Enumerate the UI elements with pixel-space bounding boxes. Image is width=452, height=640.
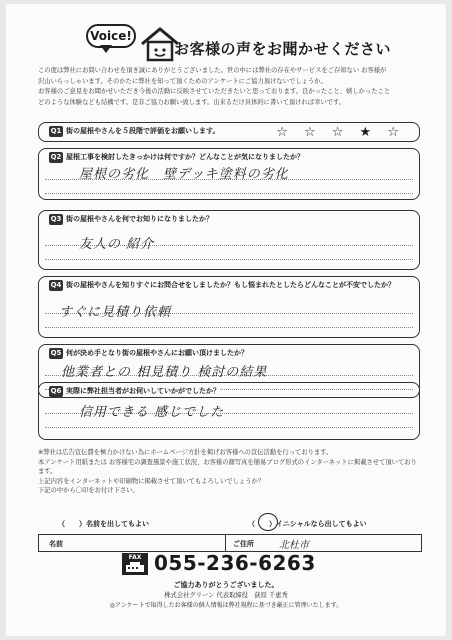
question-3 — [38, 210, 420, 270]
answer-text: 信用できる 感じでした — [79, 405, 225, 420]
question-number: Q4 — [50, 281, 62, 289]
answer-line — [45, 427, 413, 428]
question-label: Q2 屋根工事を検討したきっかけは何ですか？どんなことが気になりましたか？ — [50, 153, 304, 161]
note-line: 本アンケート用紙または お客様宅の調査風景や施工状況、お客様の顔写真を簡易ブログ形式のインターネットに掲載させて頂いております。 — [38, 458, 417, 475]
name-address-row — [38, 534, 422, 552]
selected-circle-mark — [258, 513, 278, 531]
question-number: Q2 — [50, 153, 62, 161]
answer-text: 屋根の劣化 壁デッキ塗料の劣化 — [79, 167, 289, 182]
question-2 — [38, 148, 420, 200]
thanks-text: ご協力ありがとうございました。 — [173, 581, 279, 589]
address-label: ご住所 — [233, 540, 254, 548]
consent-name-option[interactable]: （ ）名前を出してもよい — [58, 520, 149, 528]
name-label: 名前 — [49, 540, 63, 548]
fax-icon: FAX — [122, 553, 148, 575]
privacy-footnote: ◎アンケートで取得したお客様の個人情報は弊社規程に基づき厳正に管理いたします。 — [109, 602, 343, 609]
question-number: Q6 — [50, 387, 62, 395]
question-label: Q5 何が決め手となり街の屋根やさんにお願い頂けましたか？ — [50, 349, 248, 357]
answer-text: すぐに見積り依頼 — [59, 305, 172, 320]
answer-line — [45, 193, 413, 194]
answer-text: 他業者との 相見積り 検討の結果 — [61, 365, 268, 380]
page-title: お客様の声をお聞かせください — [174, 40, 392, 58]
consent-initial-option[interactable]: （ ）イニシャルなら出してもよい — [248, 519, 367, 529]
question-number: Q5 — [50, 349, 62, 357]
rating-stars[interactable]: ☆ ☆ ☆ ★ ☆ — [276, 125, 405, 140]
speech-tail — [100, 45, 112, 53]
fax-block — [122, 551, 316, 579]
question-number: Q1 — [50, 127, 62, 135]
consent-options — [58, 519, 406, 531]
answer-line — [45, 327, 413, 328]
intro-line: どのような体験なども結構です。是非ご協力お願い致します。出来るだけ具体的に書いて頂ければ幸いです。 — [38, 98, 346, 106]
address-field[interactable]: 北杜市 — [279, 540, 309, 551]
question-label: Q4 街の屋根やさんを知りすぐにお問合せをしましたか？もし悩まれたとしたらどんなことが不安でしたか？ — [50, 281, 395, 289]
question-label: Q1 街の屋根やさんを５段階で評価をお願いします。 — [50, 127, 220, 135]
divider — [225, 535, 226, 551]
intro-line: 沢山いらっしゃいます。そのかたに弊社を知って頂くためのアンケートにご協力頂けないでしょうか。 — [38, 77, 327, 85]
intro-line: お客様のご意見をお聞かせいただき今後の活動に反映させていただきたいと思っております。良かったこと、嬉しかったこと — [38, 88, 391, 95]
question-label: Q3 街の屋根やさんを何でお知りになりましたか？ — [50, 215, 213, 223]
note-line: 下記の中から〇印をお付け下さい。 — [38, 487, 139, 494]
intro-line: この度は弊社にお問い合わせを頂き誠にありがとうございました。世の中には弊社の存在やサービスをご存知ない お客様が — [38, 67, 387, 74]
note-line: ※弊社は広告宣伝費を極力かけない為にホームページ方針を掲げお客様への宣伝活動を行っております。 — [38, 449, 333, 456]
answer-line — [45, 259, 413, 260]
fax-number: 055-236-6263 — [154, 551, 316, 575]
note-line: 上記内容をインターネットや印刷物に掲載させて頂いてもよろしいでしょうか？ — [38, 477, 265, 485]
fax-machine-icon — [125, 562, 145, 573]
header — [80, 16, 392, 64]
question-label: Q6 実際に弊社担当者がお伺いしていかがでしたか？ — [50, 387, 220, 395]
question-6 — [38, 382, 420, 440]
question-4 — [38, 276, 420, 338]
question-1 — [38, 122, 420, 142]
company-name: 株式会社グリーン 代表取締役 荻原 千恵秀 — [164, 592, 288, 599]
footer-notes — [38, 448, 422, 496]
intro-text — [38, 66, 418, 108]
voice-badge: Voice! — [86, 24, 136, 48]
answer-text: 友人の 紹介 — [79, 237, 155, 252]
question-number: Q3 — [50, 215, 62, 223]
